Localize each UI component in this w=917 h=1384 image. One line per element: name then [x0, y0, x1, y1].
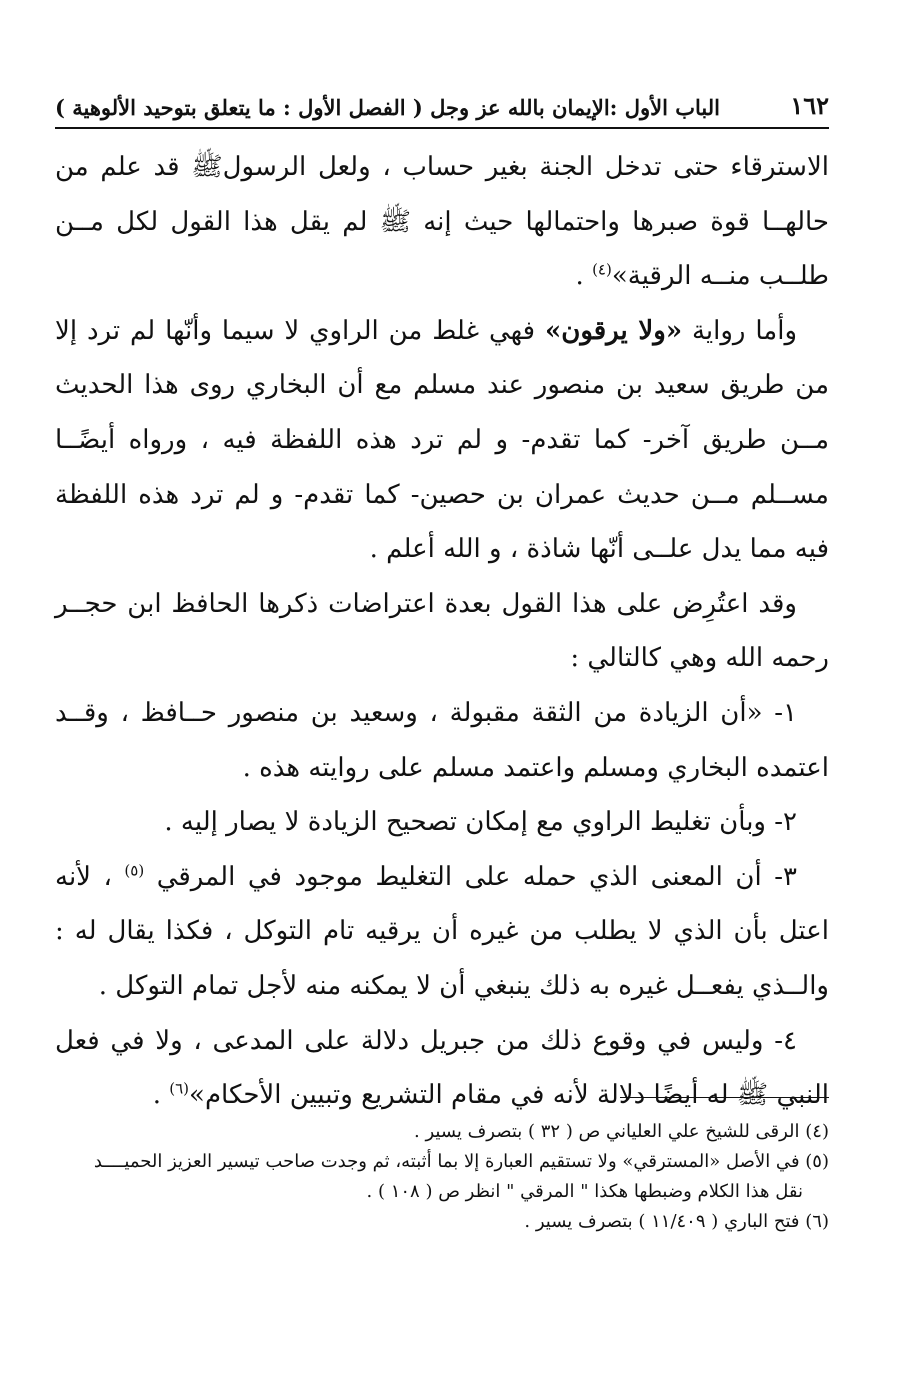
objection-4-text: ٤- وليس في وقوع ذلك من جبريل دلالة على المدعى ، ولا في فعل النبي ﷺ له أيضًا دلالة لأنه في مقام التشريع وتبيين الأحكام» [55, 1025, 829, 1111]
footnote-5: (٥) في الأصل «المسترقي» ولا تستقيم العبارة إلا بما أثبته، ثم وجدت صاحب تيسير العزيز الحميــــد [93, 1151, 829, 1172]
objection-4 [55, 1014, 829, 1123]
footnote-rule [620, 1097, 829, 1098]
objection-2: ٢- وبأن تغليط الراوي مع إمكان تصحيح الزيادة لا يصار إليه . [164, 807, 797, 838]
paragraph-1 [55, 140, 829, 304]
page-header [55, 84, 829, 120]
page-number: ١٦٢ [790, 91, 829, 120]
footnote-ref-5: (٥) [124, 861, 145, 880]
footnote-ref-6: (٦) [169, 1079, 190, 1098]
objection-3 [55, 850, 829, 1014]
running-head: الباب الأول :الإيمان بالله عز وجل ( الفصل الأول : ما يتعلق بتوحيد الألوهية ) [55, 95, 720, 120]
paragraph-2 [55, 304, 829, 577]
footnote-ref-4: (٤) [592, 260, 612, 279]
objection-1: ١- «أن الزيادة من الثقة مقبولة ، وسعيد بن منصور حــافظ ، وقــد اعتمده البخاري ومسلم واعتمد مسلم على روايته هذه . [55, 697, 829, 783]
paragraph-2-start: وأما رواية [682, 315, 797, 346]
objection-4-end: . [152, 1080, 170, 1111]
footnote-6: (٦) فتح الباري ( ١١/٤٠٩ ) بتصرف يسير . [524, 1211, 829, 1232]
footnote-4: (٤) الرقى للشيخ علي العلياني ص ( ٣٢ ) بتصرف يسير . [414, 1121, 829, 1142]
quoted-phrase: «ولا يرقون» [544, 315, 683, 346]
objection-3-end: ، لأنه اعتل بأن الذي لا يطلب من غيره أن يرقيه تام التوكل ، فكذا يقال له : والــذي يفعــل غيره به ذلك ينبغي أن لا يمكنه منه لأجل تمام التوكل . [55, 861, 829, 1001]
paragraph-1-text: الاسترقاء حتى تدخل الجنة بغير حساب ، ولعل الرسولﷺ قد علم من حالهــا قوة صبرها واحتمالها حيث إنه ﷺ لم يقل هذا القول لكل مــن طلــب منــه الرقية» [55, 152, 829, 292]
footnote-5-continued: نقل هذا الكلام وضبطها هكذا " المرقي " انظر ص ( ١٠٨ ) . [366, 1181, 803, 1202]
footnotes [55, 1117, 829, 1237]
paragraph-3: وقد اعتُرِض على هذا القول بعدة اعتراضات ذكرها الحافظ ابن حجــر رحمه الله وهي كالتالي : [55, 588, 829, 674]
paragraph-1-end: . [575, 261, 593, 292]
main-text [55, 140, 829, 1123]
header-rule [55, 127, 829, 129]
objection-3-start: ٣- أن المعنى الذي حمله على التغليط موجود في المرقي [144, 861, 797, 892]
paragraph-2-end: فهي غلط من الراوي لا سيما وأنّها لم ترد إلا من طريق سعيد بن منصور عند مسلم مع أن البخاري روى هذا الحديث مــن طريق آخر- كما تقدم- و لم ترد هذه اللفظة فيه ، ورواه أيضًــا مســلم مــن حديث عمران بن حصين- كما تقدم- و لم ترد هذه اللفظة فيه مما يدل علــى أنّها شاذة ، و الله أعلم . [55, 315, 829, 565]
